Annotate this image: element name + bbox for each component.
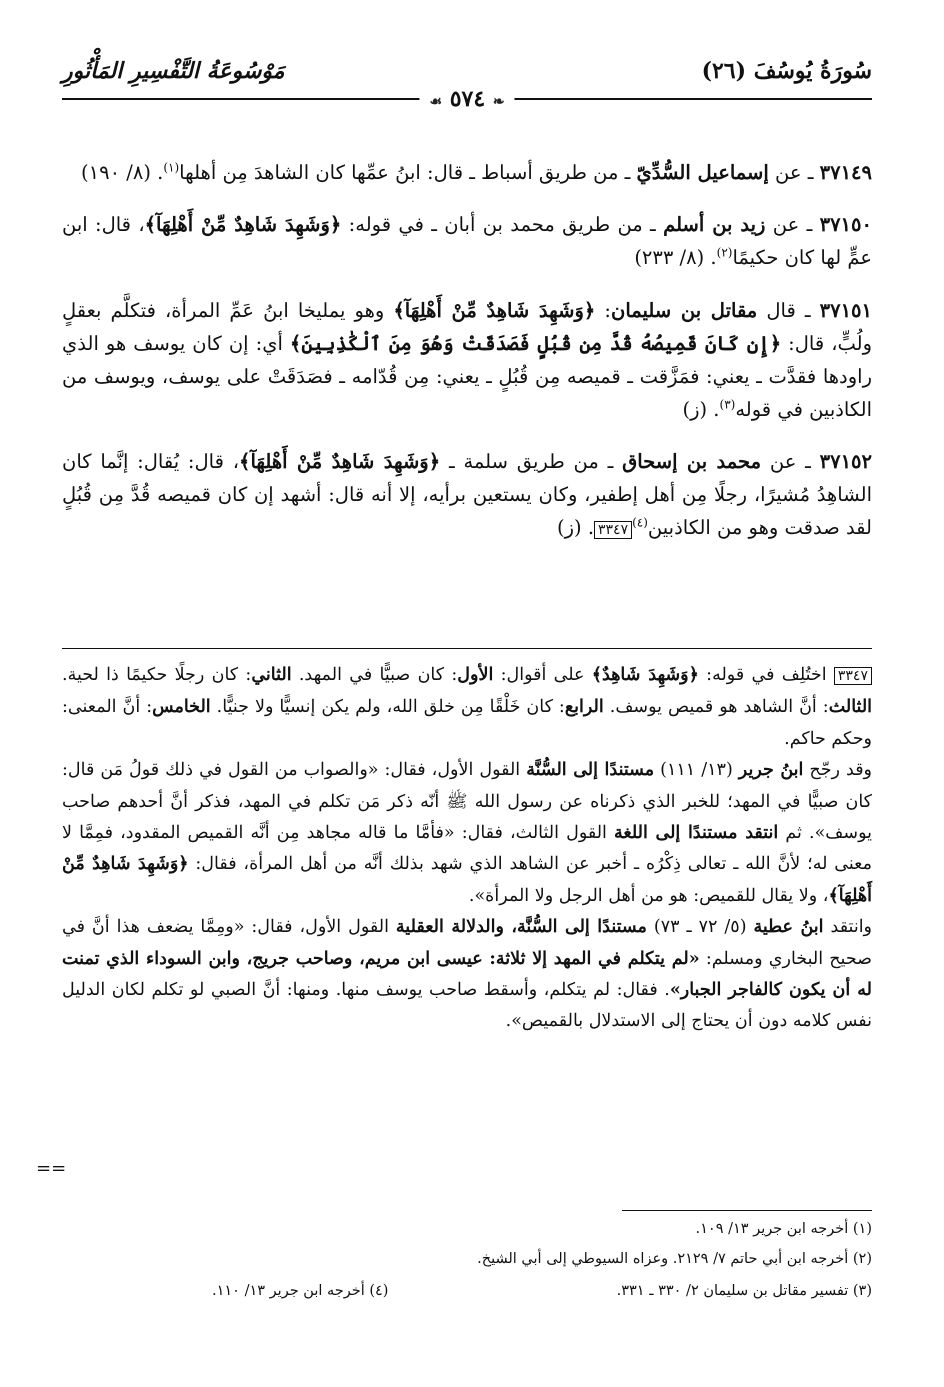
volume-ref: . (٨/ ٢٣٣) [634,246,717,269]
text: : كان خَلْقًا مِن خلق الله، ولم يكن إنسيًّا ولا جنيًّا. [210,697,565,718]
opinion-label: الثالث [828,697,873,718]
text: (١٣/ ١١١) [654,760,739,781]
narration-number: ٣٧١٥١ [819,298,872,322]
ornament-icon: ☙ [429,94,443,110]
quran-verse: ﴿وَشَهِدَ شَاهِدٌ مِّنْ أَهْلِهَآ﴾ [239,450,441,473]
text: وانتقد [823,917,873,938]
narrations [62,136,872,559]
opinion-label: الرابع [564,697,604,718]
text: ـ عن [765,213,820,236]
footnote-divider [622,1210,872,1211]
text: على أقوال: [493,665,592,685]
narration-number: ٣٧١٥٠ [819,213,872,236]
page [62,52,872,539]
footnote-mark: (٣) [719,397,736,411]
footnote-mark: (١) [163,160,180,174]
text: ، ولا يقال للقميص: هو من أهل الرجل ولا المرأة». [468,885,829,906]
quran-verse: ﴿وَشَهِدَ شَاهِدٌ مِّنْ أَهْلِهَآ﴾ [144,213,342,236]
method-label: انتقد مستندًا إلى اللغة [614,823,779,844]
narration-37151 [62,294,872,426]
commentary-paragraph [62,755,872,912]
text: ـ من طريق محمد بن أبان ـ في قوله: [341,213,664,236]
text: : كان صبيًّا في المهد. [291,665,458,685]
text: ـ عن [768,160,820,184]
method-label: مستندًا إلى السُّنَّة [526,760,655,781]
text: . فقال: لم يتكلم، وأسقط صاحب يوسف منها. ومنها: أنَّ الصبي لو تكلم لكان الدليل نفس كلامه دون أن يحتاج إلى الاستدلال بالقميص». [62,980,872,1032]
text: ـ عن [761,450,820,473]
narrator-name: مقاتل بن سليمان [611,298,758,322]
footnote-4: (٤) أخرجه ابن جرير ١٣/ ١١٠. [212,1283,389,1299]
text: : أنَّ الشاهد هو قميص يوسف. [603,697,829,718]
scholar-name: ابنُ جرير [738,760,804,781]
quran-verse: ﴿إِن كَانَ قَمِيصُهُ قُدَّ مِن قُبُلٍ فَصَدَقَتْ وَهُوَ مِنَ ٱلْكَٰذِبِينَ﴾ [289,331,782,355]
narration-number: ٣٧١٤٩ [819,160,872,184]
opinion-label: الثاني [251,665,292,685]
footnote-row [62,1280,872,1302]
surah-title: سُورَةُ يُوسُفَ (٢٦) [701,58,872,84]
narration-37152 [62,445,872,547]
text: : [595,298,611,322]
text: (٥/ ٧٢ ـ ٧٣) [646,917,754,938]
text: ـ قال [757,298,820,322]
section-divider [62,648,872,649]
text: القول الأول، فقال: «ومِمَّا يضعف هذا أنَّ في صحيح البخاري ومسلم: [62,917,872,969]
page-number: ٥٧٤ [449,86,486,112]
method-label: مستندًا إلى السُّنَّة، والدلالة العقلية [395,917,647,938]
text: ـ من طريق سلمة ـ [440,450,623,473]
commentary-ref-box: ٣٣٤٧ [594,521,632,539]
quran-verse: ﴿وَشَهِدَ شَاهِدٌ﴾ [591,665,699,685]
narration-37149 [62,156,872,189]
opinion-label: الخامس [152,697,211,718]
narrator-name: إسماعيل السُّدِّيّ [636,160,769,184]
volume-ref: . (ز) [682,397,720,421]
narration-37150 [62,208,872,274]
text: القول الثالث، فقال: «فأمَّا ما قاله مجاهد مِن أنَّه القميص المقدود، فمِمَّا لا معنى له؛ لأنَّ الله ـ تعالى ذِكْرُه ـ أخبر عن الشاهد الذي شهد بذلك أنَّه من أهل المرأة، فقال: [62,823,872,875]
volume-ref: . (ز) [556,516,595,539]
text: : أنَّ المعنى: وحكم حاكم. [62,697,872,749]
volume-ref: . (٨/ ١٩٠) [81,160,164,184]
commentary-ref-box: ٣٣٤٧ [834,667,872,685]
quran-verse: ﴿وَشَهِدَ شَاهِدٌ مِّنْ أَهْلِهَآ﴾ [62,854,872,906]
text: أي: إن كان يوسف هو الذي راودها فقدَّت ـ يعني: فمَزَّقت ـ قميصه مِن قُبُلٍ ـ يعني: مِن قُدّامه ـ فصَدَقَتْ على يوسف، ويوسف من الكاذبين في قوله [62,331,872,421]
text: اختُلِف في قوله: [698,665,834,685]
text: ، قال: يُقال: إنَّما كان الشاهِدُ مُشيرًا، رجلًا مِن أهل إطفير، وكان يستعين برأيه، إلا أنه قال: أشهد إن كان قميصه قُدَّ مِن قُبُلٍ لقد صدقت وهو من الكاذبين [62,450,872,539]
commentary-paragraph [62,912,872,1038]
footnote-mark: (٤) [632,515,648,530]
running-header [62,52,872,112]
text: ـ من طريق أسباط ـ قال: ابنُ عمِّها كان الشاهدَ مِن أهلها [179,160,637,184]
scholar-name: ابنُ عطية [753,917,824,938]
commentary-paragraph [62,660,872,755]
text: القول الأول، فقال: «والصواب من القول في ذلك قولُ مَن قال: كان صبيًّا في المهد؛ للخبر الذي ذكرناه عن رسول الله ﷺ أنّه ذكر مَن تكلم في المهد، فذكر أنَّ أحدهم صاحب يوسف». ثم [62,760,872,844]
footnote-1: (١) أخرجه ابن جرير ١٣/ ١٠٩. [695,1221,872,1237]
page-number-block [419,86,514,112]
footnote-2: (٢) أخرجه ابن أبي حاتم ٧/ ٢١٢٩. وعزاه السيوطي إلى أبي الشيخ. [477,1251,872,1267]
margin-mark: == [36,1158,67,1179]
hadith-quote: «لم يتكلم في المهد إلا ثلاثة: عيسى ابن مريم، وصاحب جريج، وابن السوداء الذي تمنت له أن يكون كالفاجر الجبار» [62,948,872,1001]
ornament-icon: ❧ [492,94,505,110]
footnote-3: (٣) تفسير مقاتل بن سليمان ٢/ ٣٣٠ ـ ٣٣١. [616,1283,872,1299]
narration-number: ٣٧١٥٢ [819,450,872,473]
opinion-label: الأول [457,665,494,685]
narrator-name: زيد بن أسلم [663,213,766,236]
footnote-mark: (٢) [716,245,733,260]
text: : كان رجلًا حكيمًا ذا لحية. [62,665,252,685]
text: ، قال: ابن عمٍّ لها كان حكيمًا [62,213,872,269]
text: وهو يمليخا ابنُ عَمِّ المرأة، فتكلَّم بعقلٍ ولُبٍّ، قال: [62,298,872,355]
editor-commentary [62,660,872,1038]
narrator-name: محمد بن إسحاق [622,450,762,473]
book-title: مَوْسُوعَةُ التَّفْسِيرِ المَأْثُورِ [62,58,285,84]
quran-verse: ﴿وَشَهِدَ شَاهِدٌ مِّنْ أَهْلِهَآ﴾ [393,298,596,322]
text: وقد رجّح [803,760,873,781]
